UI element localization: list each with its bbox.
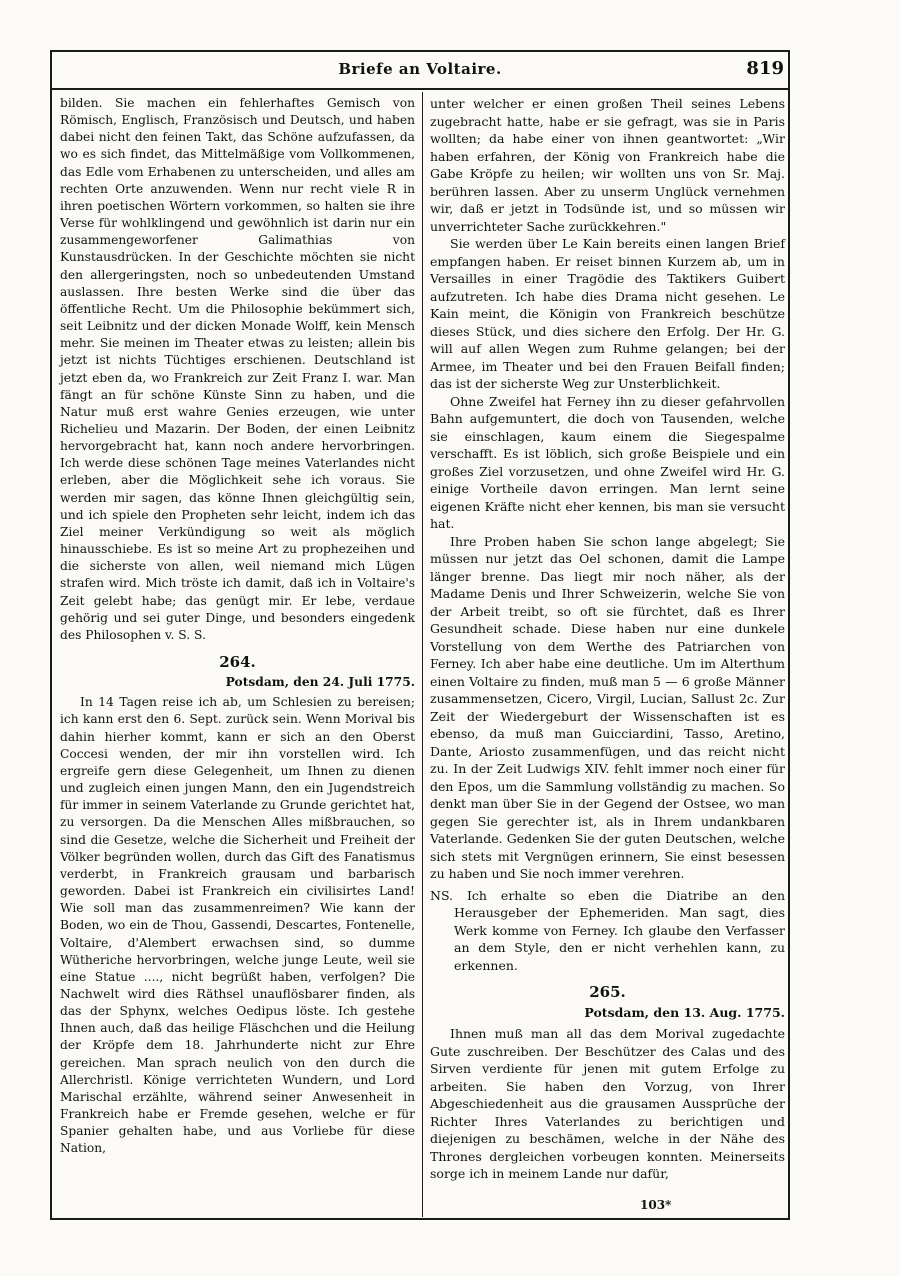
paragraph: unter welcher er einen großen Theil seines Lebens zugebracht hatte, habe er sie gefragt, was sie in Paris wollten; da habe einer von ihnen geantwortet: „Wir haben erfahren, der König von Frankreich habe die Gabe Kröpfe zu heilen; wir wollten uns von Sr. Maj. berühren lassen. Aber zu unserm Unglück vernehmen wir, daß er jetzt in Todsünde ist, und so müssen wir unverrichteter Sache zurückkehren." xyxy=(430,96,785,234)
paragraph: Ihnen muß man all das dem Morival zugedachte Gute zuschreiben. Der Beschützer des Calas und des Sirven verdiente für jenen mit gutem Erfolge zu arbeiten. Sie haben den Vorzug, von Ihrer Abgeschiedenheit aus die grausamen Aussprüche der Richter Ihres Vaterlandes zu berichtigen und diejenigen zu beschämen, welche in der Nähe des Thrones dergleichen vorbeugen konnten. Meinerseits sorge ich in meinem Lande nur dafür, xyxy=(430,1026,785,1181)
letter-number: 265. xyxy=(589,983,626,1001)
page-number: 819 xyxy=(746,58,784,79)
paragraph: Sie werden über Le Kain bereits einen langen Brief empfangen haben. Er reiset binnen Kurzem ab, um in Versailles in einer Tragödie des Taktikers Guibert aufzutreten. Ich habe dies Drama nicht gesehen. Le Kain meint, die Königin von Frankreich beschütze dieses Stück, und dies sichere den Erfolg. Der Hr. G. will auf allen Wegen zum Ruhme gelangen; bei der Armee, im Theater und bei den Frauen Beifall finden; das ist der sicherste Weg zur Unsterblichkeit. xyxy=(430,236,785,391)
page-header xyxy=(52,56,788,84)
paragraph: Ihre Proben haben Sie schon lange abgelegt; Sie müssen nur jetzt das Oel schonen, damit die Lampe länger brenne. Das liegt mir noch näher, als der Madame Denis und Ihrer Schweizerin, welche Sie von der Arbeit treibt, so oft sie fürchtet, daß es Ihrer Gesundheit schade. Diese haben nur eine dunkele Vorstellung von dem Werthe des Patriarchen von Ferney. Ich aber habe eine deutliche. Um im Alterthum einen Voltaire zu finden, muß man 5 — 6 große Männer zusammensetzen, Cicero, Virgil, Lucian, Sallust 2c. Zur Zeit der Wiedergeburt der Wissenschaften ist es ebenso, da muß man Guicciardini, Tasso, Aretino, Dante, Ariosto zusammenfügen, und das reicht nicht zu. In der Zeit Ludwigs XIV. fehlt immer noch einer für den Epos, um die Sammlung vollständig zu machen. So denkt man über Sie in der Gegend der Ostsee, wo man gegen Sie gerechter ist, als in Ihrem undankbaren Vaterlande. Gedenken Sie der guten Deutschen, welche sich stets mit Vergnügen erinnern, Sie einst besessen zu haben und Sie noch immer verehren. xyxy=(430,533,785,881)
paragraph: Ohne Zweifel hat Ferney ihn zu dieser gefahrvollen Bahn aufgemuntert, die doch von Tausenden, welche sie einschlagen, kaum einem die Siegespalme verschafft. Es ist löblich, sich große Beispiele und ein großes Ziel vorzusetzen, und ohne Zweifel wird Hr. G. einige Vortheile davon erringen. Man lernt seine eigenen Kräfte nicht eher kennen, bis man sie versucht hat. xyxy=(430,393,785,531)
printer-signature: 103* xyxy=(640,1198,672,1212)
postscript: NS. Ich erhalte so eben die Diatribe an den Herausgeber der Ephemeriden. Man sagt, dies Werk komme von Ferney. Ich glaube den Verfasser an dem Style, den er nicht verhehlen kann, zu erkennen. xyxy=(430,887,785,973)
letter-dateline: Potsdam, den 24. Juli 1775. xyxy=(225,674,415,690)
running-title: Briefe an Voltaire. xyxy=(338,60,502,78)
header-rule xyxy=(50,88,790,90)
right-column xyxy=(430,95,785,1183)
left-column xyxy=(60,95,415,1158)
letter-dateline: Potsdam, den 13. Aug. 1775. xyxy=(584,1004,785,1020)
column-divider xyxy=(422,92,423,1217)
paragraph: In 14 Tagen reise ich ab, um Schlesien zu bereisen; ich kann erst den 6. Sept. zurück sein. Wenn Morival bis dahin hierher kommt, kann er sich an den Oberst Coccesi wenden, der mir ihn vorstellen wird. Ich ergreife gern diese Gelegenheit, um Ihnen zu dienen und zugleich einen jungen Mann, den ein Jugendstreich für immer in seinem Vaterlande zu Grunde gerichtet hat, zu versorgen. Da die Menschen Alles mißbrauchen, so sind die Gesetze, welche die Sicherheit und Freiheit der Völker begründen wollen, durch das Gift des Fanatismus verderbt, in Frankreich grausam und barbarisch geworden. Dabei ist Frankreich ein civilisirtes Land! Wie soll man das zusammenreimen? Wie kann der Boden, wo ein de Thou, Gassendi, Descartes, Fontenelle, Voltaire, d'Alembert erwachsen sind, so dumme Wütheriche hervorbringen, welche junge Leute, weil sie eine Statue ...., nicht begrüßt haben, verfolgen? Die Nachwelt wird dies Räthsel unauflösbarer finden, als das der Sphynx, welches Oedipus löste. Ich gestehe Ihnen auch, daß das heilige Fläschchen und die Heilung der Kröpfe dem 18. Jahrhunderte nicht zur Ehre gereichen. Man sprach neulich von den durch die Allerchristl. Könige verrichteten Wundern, und Lord Marischal erzählte, während seiner Anwesenheit in Frankreich habe er Fremde gesehen, welche er für Spanier gehalten habe, und aus Vorliebe für diese Nation, xyxy=(60,695,415,1156)
letter-number: 264. xyxy=(219,653,256,671)
paragraph: bilden. Sie machen ein fehlerhaftes Gemisch von Römisch, Englisch, Französisch und Deutsch, und haben dabei nicht den feinen Takt, das Schöne aufzufassen, da wo es sich findet, das Mittelmäßige vom Vollkommenen, das Edle vom Erhabenen zu unterscheiden, und alles am rechten Orte anzuwenden. Wenn nur recht viele R in ihren poetischen Wörtern vorkommen, so halten sie ihre Verse für wohlklingend und gewöhnlich ist darin nur ein zusammengeworfener Galimathias von Kunstausdrücken. In der Geschichte möchten sie nicht den allergeringsten, noch so unbedeutenden Umstand auslassen. Ihre besten Werke sind die über das öffentliche Recht. Um die Philosophie bekümmert sich, seit Leibnitz und der dicken Monade Wolff, kein Mensch mehr. Sie meinen im Theater etwas zu leisten; allein bis jetzt ist nichts Tüchtiges erschienen. Deutschland ist jetzt eben da, wo Frankreich zur Zeit Franz I. war. Man fängt an für schöne Künste Sinn zu haben, und die Natur muß erst wahre Genies erzeugen, wie unter Richelieu und Mazarin. Der Boden, der einen Leibnitz hervorgebracht hat, kann noch andere hervorbringen. Ich werde diese schönen Tage meines Vaterlandes nicht erleben, aber die Möglichkeit sehe ich voraus. Sie werden mir sagen, das könne Ihnen gleichgültig sein, und ich spiele den Propheten sehr leicht, indem ich das Ziel meiner Verkündigung so weit als möglich hinausschiebe. Es ist so meine Art zu prophezeihen und die sicherste von allen, weil niemand mich Lügen strafen wird. Mich tröste ich damit, daß ich in Voltaire's Zeit gelebt habe; das genügt mir. Er lebe, verdaue gehörig und sei guter Dinge, und besonders eingedenk des Philosophen v. S. S. xyxy=(60,96,415,642)
